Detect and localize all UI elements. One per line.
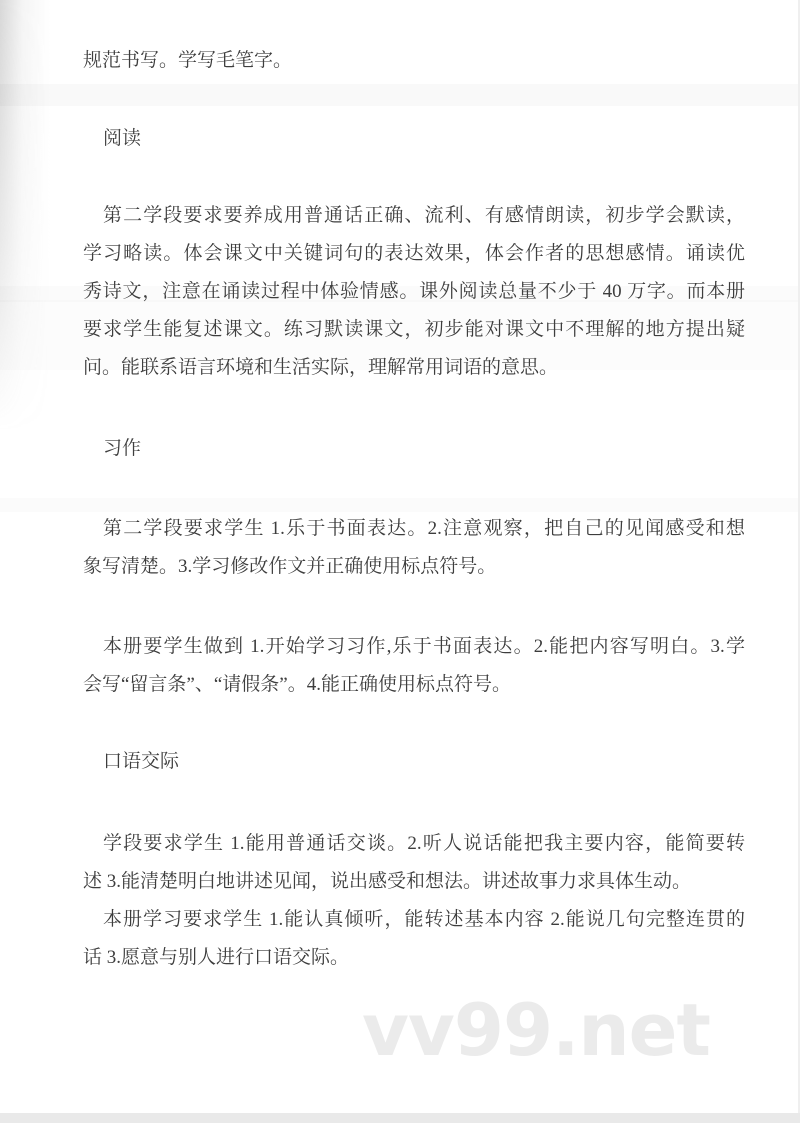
paragraph-line: 秀诗文，注意在诵读过程中体验情感。课外阅读总量不少于 40 万字。而本册 — [83, 281, 745, 302]
next-page-top — [0, 1123, 800, 1137]
paragraph-writing-2 — [83, 628, 745, 704]
heading-oral-communication: 口语交际 — [103, 751, 180, 772]
paragraph-reading — [83, 197, 745, 387]
paragraph-line: 学习略读。体会课文中关键词句的表达效果，体会作者的思想感情。诵读优 — [83, 243, 745, 264]
watermark: vv99.net — [362, 988, 710, 1072]
paragraph-line: 象写清楚。3.学习修改作文并正确使用标点符号。 — [83, 556, 497, 577]
paragraph-line: 会写“留言条”、“请假条”。4.能正确使用标点符号。 — [83, 674, 511, 695]
page-break-band — [0, 1113, 800, 1123]
paragraph-line: 规范书写。学写毛笔字。 — [83, 50, 293, 71]
paragraph-line: 第二学段要求要养成用普通话正确、流利、有感情朗读，初步学会默读， — [103, 205, 745, 226]
paragraph-line: 述 3.能清楚明白地讲述见闻，说出感受和想法。讲述故事力求具体生动。 — [83, 871, 692, 892]
paragraph-oral-1 — [83, 825, 745, 901]
paragraph-oral-2 — [83, 901, 745, 977]
paragraph-line: 话 3.愿意与别人进行口语交际。 — [83, 947, 350, 968]
heading-writing: 习作 — [103, 438, 142, 459]
paragraph-line: 本册要学生做到 1.开始学习习作,乐于书面表达。2.能把内容写明白。3.学 — [103, 636, 745, 657]
paragraph-line: 本册学习要求学生 1.能认真倾听，能转述基本内容 2.能说几句完整连贯的 — [103, 909, 745, 930]
paragraph-writing-1 — [83, 510, 745, 586]
heading-reading: 阅读 — [103, 128, 142, 149]
paragraph-line: 要求学生能复述课文。练习默读课文，初步能对课文中不理解的地方提出疑 — [83, 319, 745, 340]
paragraph-line: 第二学段要求学生 1.乐于书面表达。2.注意观察，把自己的见闻感受和想 — [103, 518, 745, 539]
paragraph-line: 学段要求学生 1.能用普通话交谈。2.听人说话能把我主要内容，能简要转 — [103, 833, 745, 854]
paragraph-line: 问。能联系语言环境和生活实际，理解常用词语的意思。 — [83, 357, 559, 378]
